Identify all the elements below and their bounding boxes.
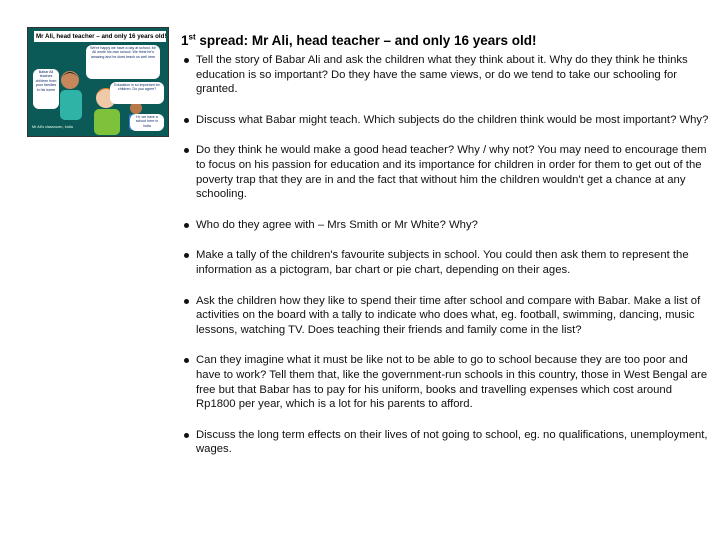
list-item-text: Discuss what Babar might teach. Which subjects do the children think would be most important? Why? (196, 113, 709, 126)
list-item (181, 143, 711, 201)
list-item-text: Do they think he would make a good head teacher? Why / why not? You may need to encourage them to focus on his passion for education and its importance for children in order for them to get out of the poverty trap that they are in and the fact that without him the children wouldn't get a chance at any schooling. (196, 144, 707, 201)
bullet-icon (184, 58, 189, 63)
speech-bubble: Education is so important for children. Do you agree? (110, 82, 164, 104)
list-item-text: Can they imagine what it must be like not to be able to go to school because they are too poor and have to work? Tell them that, like the government-run schools in this country, those in West Bengal are free but that Babar has to pay for his uniform, books and travelling expenses which cost around Rp1800 per year, which is a lot for his parents to afford. (196, 354, 708, 411)
list-item-text: Make a tally of the children's favourite subjects in school. You could then ask them to represent the information as a pictogram, bar chart or pie chart, depending on their ages. (196, 249, 689, 276)
speech-bubble: Hi, we have a school here in India (130, 114, 164, 131)
thumbnail-caption: Mr Ali's classroom, India (32, 125, 73, 129)
list-item (181, 53, 711, 97)
thumbnail-title: Mr Ali, head teacher – and only 16 years old! (36, 33, 166, 40)
speech-bubble: We're happy we have a day at school. Mr Ali wrote his own school. We think he's amazing and he does teach us well here (86, 45, 160, 79)
notes-panel (181, 33, 711, 473)
list-item (181, 294, 711, 338)
heading-ordinal: st (188, 32, 196, 42)
bullet-icon (184, 148, 189, 153)
heading-title: Mr Ali, head teacher – and only 16 years old! (248, 33, 537, 48)
bullet-icon (184, 433, 189, 438)
bullet-icon (184, 299, 189, 304)
page-heading (181, 33, 711, 48)
discussion-list (181, 53, 711, 457)
list-item (181, 113, 711, 128)
bullet-icon (184, 223, 189, 228)
heading-label: spread: (195, 33, 249, 48)
bullet-icon (184, 118, 189, 123)
speech-bubble: Babar Ali teaches children from poor families in his home (33, 69, 59, 109)
list-item (181, 428, 711, 457)
list-item (181, 218, 711, 233)
list-item-text: Ask the children how they like to spend their time after school and compare with Babar. Make a list of activities on the board with a tally to indicate who does what, eg. football, swimming, dancing, music lessons, watching TV. Does teaching their friends and family come in the list? (196, 294, 701, 336)
list-item (181, 353, 711, 411)
list-item-text: Discuss the long term effects on their lives of not going to school, eg. no qualifications, unemployment, wages. (196, 428, 708, 456)
bullet-icon (184, 253, 189, 258)
list-item (181, 248, 711, 277)
list-item-text: Tell the story of Babar Ali and ask the children what they think about it. Why do they think he thinks education is so important? Do they have the same views, or do we tend to take our schooling for granted. (196, 54, 688, 96)
list-item-text: Who do they agree with – Mrs Smith or Mr White? Why? (196, 218, 478, 231)
bullet-icon (184, 358, 189, 363)
heading-number: 1 (181, 33, 189, 48)
spread-thumbnail (27, 27, 169, 137)
